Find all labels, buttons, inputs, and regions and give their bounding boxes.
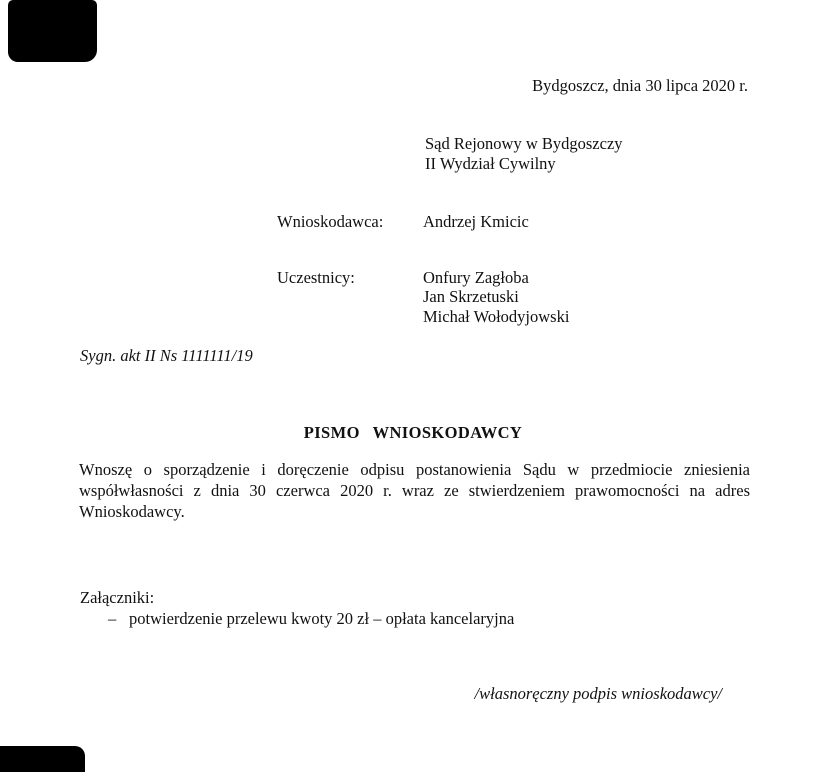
attachment-list-item: [108, 609, 514, 629]
participants-label: Uczestnicy:: [277, 268, 355, 287]
court-address-block: [425, 134, 623, 174]
court-division: II Wydział Cywilny: [425, 154, 556, 173]
scan-artifact-top-left: [8, 0, 97, 62]
applicant-label: Wnioskodawca:: [277, 212, 384, 231]
participants-names: [423, 268, 569, 326]
body-line: Wnioskodawcy.: [79, 502, 185, 521]
applicant-name: Andrzej Kmicic: [423, 212, 529, 231]
date-line: Bydgoszcz, dnia 30 lipca 2020 r.: [532, 76, 748, 95]
participant-name: Jan Skrzetuski: [423, 287, 519, 307]
scan-artifact-bottom-left: [0, 746, 85, 772]
case-number: Sygn. akt II Ns 1111111/19: [80, 346, 253, 365]
body-paragraph: [79, 459, 750, 522]
signature-placeholder: /własnoręczny podpis wnioskodawcy/: [474, 684, 722, 703]
participant-name: Onfury Zagłoba: [423, 268, 529, 287]
court-name: Sąd Rejonowy w Bydgoszczy: [425, 134, 623, 153]
dash-bullet: –: [108, 609, 117, 628]
body-line: współwłasności z dnia 30 czerwca 2020 r. wraz ze stwierdzeniem prawomocności na adres: [79, 481, 750, 500]
attachments-label: Załączniki:: [80, 588, 155, 607]
participant-name: Michał Wołodyjowski: [423, 306, 570, 326]
attachment-text: potwierdzenie przelewu kwoty 20 zł – opłata kancelaryjna: [129, 609, 515, 628]
body-line: Wnoszę o sporządzenie i doręczenie odpisu postanowienia Sądu w przedmiocie zniesienia: [79, 460, 750, 479]
document-heading: PISMO WNIOSKODAWCY: [303, 423, 523, 442]
